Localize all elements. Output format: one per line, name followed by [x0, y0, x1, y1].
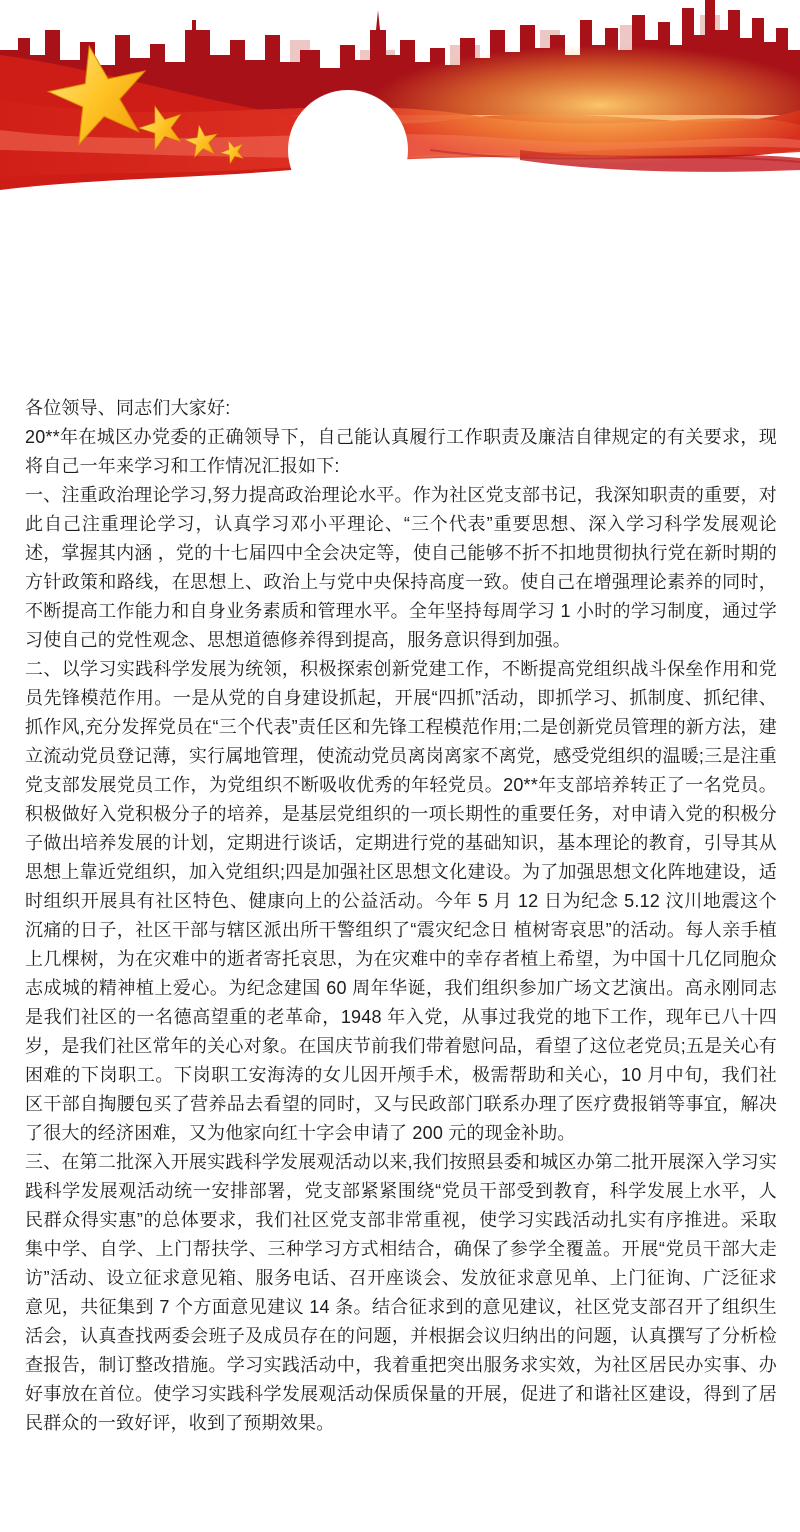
- section-3-paragraph: 三、在第二批深入开展实践科学发展观活动以来,我们按照县委和城区办第二批开展深入学习实践科学发展观活动统一安排部署，党支部紧紧围绕“党员干部受到教育，科学发展上水平，人民群众得实惠”的总体要求，我们社区党支部非常重视，使学习实践活动扎实有序推进。采取集中学、自学、上门帮扶学、三种学习方式相结合，确保了参学全覆盖。开展“党员干部大走访”活动、设立征求意见箱、服务电话、召开座谈会、发放征求意见单、上门征询、广泛征求意见，共征集到 7 个方面意见建议 14 条。结合征求到的意见建议，社区党支部召开了组织生活会，认真查找两委会班子及成员存在的问题，并根据会议归纳出的问题，认真撰写了分析检查报告，制订整改措施。学习实践活动中，我着重把突出服务求实效，为社区居民办实事、办好事放在首位。使学习实践科学发展观活动保质保量的开展，促进了和谐社区建设，得到了居民群众的一致好评，收到了预期效果。: [25, 1152, 777, 1433]
- banner-illustration: [0, 0, 800, 200]
- section-2-paragraph: 二、以学习实践科学发展为统领，积极探索创新党建工作，不断提高党组织战斗保垒作用和党员先锋模范作用。一是从党的自身建设抓起，开展“四抓”活动，即抓学习、抓制度、抓纪律、抓作风,充分发挥党员在“三个代表”责任区和先锋工程模范作用;二是创新党员管理的新方法，建立流动党员登记薄，实行属地管理，使流动党员离岗离家不离党，感受党组织的温暖;三是注重党支部发展党员工作，为党组织不断吸收优秀的年轻党员。20**年支部培养转正了一名党员。积极做好入党积极分子的培养，是基层党组织的一项长期性的重要任务，对申请入党的积极分子做出培养发展的计划，定期进行谈话，定期进行党的基础知识，基本理论的教育，引导其从思想上靠近党组织，加入党组织;四是加强社区思想文化建设。为了加强思想文化阵地建设，适时组织开展具有社区特色、健康向上的公益活动。今年 5 月 12 日为纪念 5.12 汶川地震这个沉痛的日子，社区干部与辖区派出所干警组织了“震灾纪念日 植树寄哀思”的活动。每人亲手植上几棵树，为在灾难中的逝者寄托哀思，为在灾难中的幸存者植上希望，为中国十几亿同胞众志成城的精神植上爱心。为纪念建国 60 周年华诞，我们组织参加广场文艺演出。高永刚同志是我们社区的一名德高望重的老革命，1948 年入党，从事过我党的地下工作，现年已八十四岁，是我们社区常年的关心对象。在国庆节前我们带着慰问品，看望了这位老党员;五是关心有困难的下岗职工。下岗职工安海涛的女儿因开颅手术，极需帮助和关心，10 月中旬，我们社区干部自掏腰包买了营养品去看望的同时，又与民政部门联系办理了医疗费报销等事宜，解决了很大的经济困难，又为他家向红十字会申请了 200 元的现金补助。: [25, 659, 777, 1143]
- greeting-line: 各位领导、同志们大家好:: [25, 398, 231, 418]
- report-body: [25, 394, 777, 1438]
- banner: [0, 0, 800, 200]
- section-1-paragraph: 一、注重政治理论学习,努力提高政治理论水平。作为社区党支部书记，我深知职责的重要，对此自己注重理论学习，认真学习邓小平理论、“三个代表”重要思想、深入学习科学发展观论述，掌握其内涵 ，党的十七届四中全会决定等，使自己能够不折不扣地贯彻执行党在新时期的方针政策和路线，在思想上、政治上与党中央保持高度一致。使自己在增强理论素养的同时，不断提高工作能力和自身业务素质和管理水平。全年坚持每周学习 1 小时的学习制度，通过学习使自己的党性观念、思想道德修养得到提高，服务意识得到加强。: [25, 485, 777, 650]
- intro-paragraph: 20**年在城区办党委的正确领导下，自己能认真履行工作职责及廉洁自律规定的有关要求，现将自己一年来学习和工作情况汇报如下:: [25, 427, 777, 476]
